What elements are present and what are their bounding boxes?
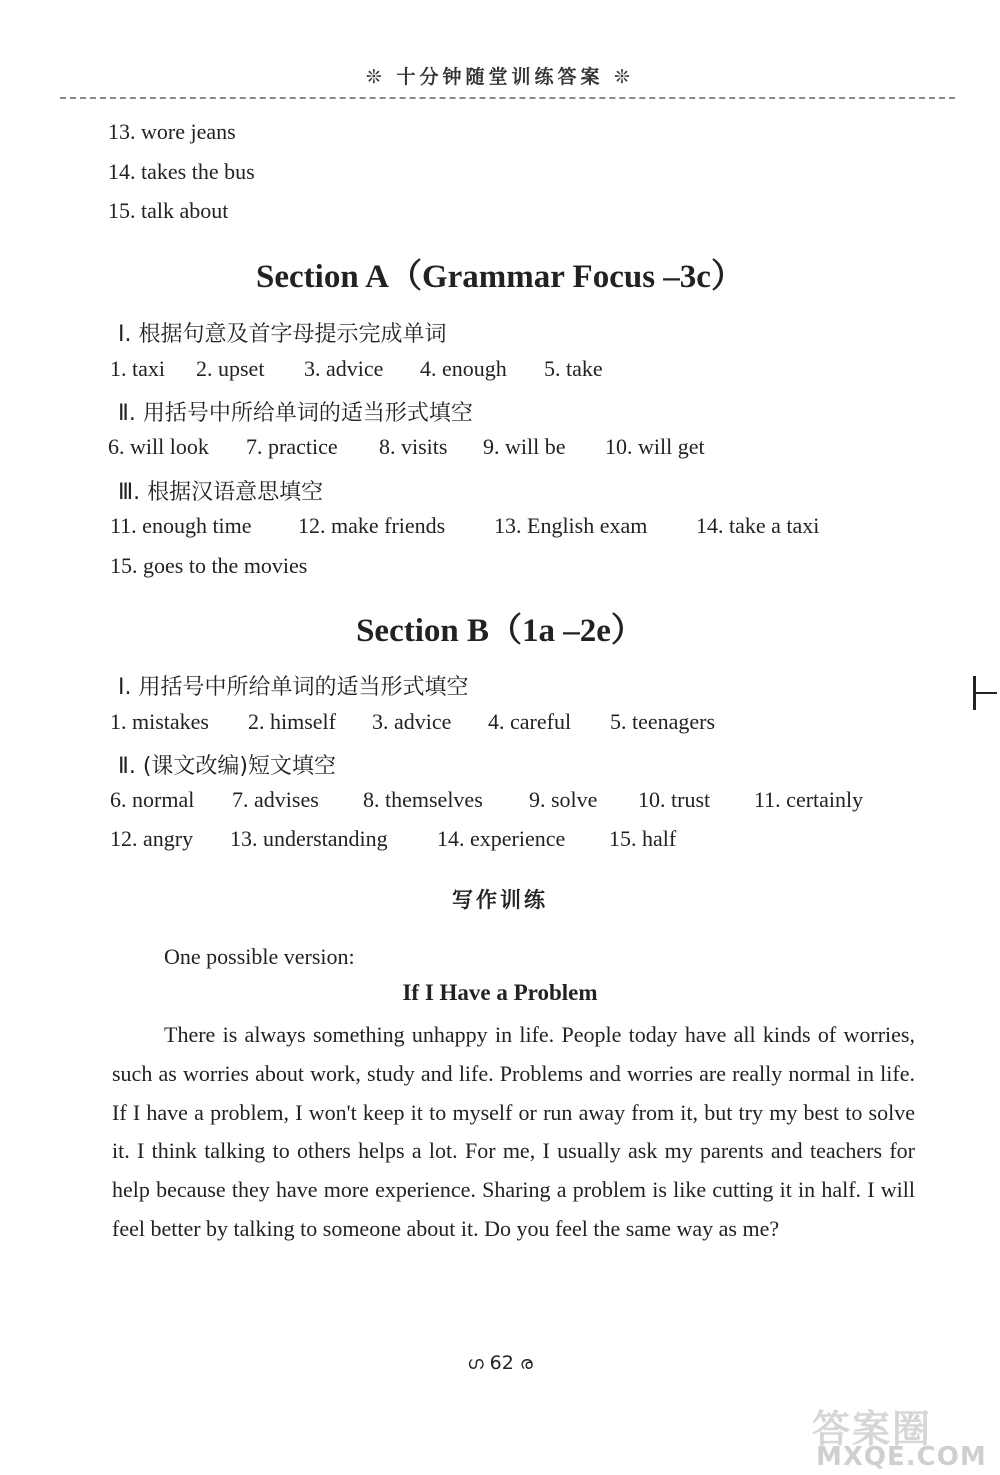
section-b-title: Section B（1a –2e） <box>356 613 644 649</box>
answer-line: 14. takes the bus <box>108 159 255 184</box>
essay-paragraph: There is always something unhappy in life. People today have all kinds of worries, such as worries about work, study and life. Problems and worries are really normal in life. If I have a problem, I won't keep it to myself or run away from it, but try my best to solve it. I think talking to others helps a lot. For me, I usually ask my parents and teachers for help because they have more experience. Sharing a problem is like cutting it in half. I will feel better by talking to someone about it. Do you feel the same way as me? <box>112 1022 915 1241</box>
answer-item: 8. themselves <box>363 787 483 812</box>
section-b-part2-answers-row2 <box>110 826 676 852</box>
answer-item: 9. will be <box>483 434 566 459</box>
answer-item: 12. angry <box>110 826 194 851</box>
answer-item: 6. normal <box>110 787 195 812</box>
answer-item: 7. advises <box>232 787 319 812</box>
watermark-text: 答案圈 <box>812 1407 933 1451</box>
answer-item: 2. himself <box>248 709 336 734</box>
section-b-part1-heading: Ⅰ. 用括号中所给单词的适当形式填空 <box>118 675 469 700</box>
section-a-part3-heading: Ⅲ. 根据汉语意思填空 <box>118 480 324 505</box>
page-number: 62 <box>489 1352 514 1374</box>
watermark-url: MXQE.COM <box>816 1442 987 1472</box>
answer-item: 1. taxi <box>110 356 165 381</box>
answer-item: 4. careful <box>488 709 572 734</box>
answer-item: 11. certainly <box>754 787 864 812</box>
section-a-part3-answers <box>110 513 819 539</box>
section-a-title: Section A（Grammar Focus –3c） <box>256 259 744 295</box>
answer-item: 8. visits <box>379 434 448 459</box>
answer-item: 13. understanding <box>230 826 388 851</box>
section-a-part1-heading: Ⅰ. 根据句意及首字母提示完成单词 <box>118 322 447 347</box>
writing-intro: One possible version: <box>164 944 355 969</box>
answer-item: 7. practice <box>246 434 338 459</box>
answer-item: 5. teenagers <box>610 709 716 734</box>
answer-line: 15. talk about <box>108 198 229 223</box>
answer-item: 15. half <box>609 826 677 851</box>
answer-item: 3. advice <box>372 709 452 734</box>
essay-title: If I Have a Problem <box>402 980 598 1005</box>
answer-item: 5. take <box>544 356 603 381</box>
answer-item: 4. enough <box>420 356 507 381</box>
answer-item: 2. upset <box>196 356 265 381</box>
section-a-part2-heading: Ⅱ. 用括号中所给单词的适当形式填空 <box>118 401 473 426</box>
section-a-part1-answers <box>110 356 603 382</box>
section-a-part2-answers <box>108 434 705 460</box>
answer-line: 15. goes to the movies <box>110 553 308 578</box>
ornament-right-icon: ര <box>519 1353 533 1374</box>
header-divider <box>60 97 955 99</box>
writing-section-title: 写作训练 <box>452 888 548 912</box>
page-footer <box>0 1352 1000 1374</box>
answer-item: 14. experience <box>437 826 566 851</box>
margin-tick-icon <box>973 676 997 710</box>
answer-item: 10. trust <box>638 787 711 812</box>
answer-item: 13. English exam <box>494 513 648 538</box>
answer-item: 14. take a taxi <box>696 513 820 538</box>
answer-item: 3. advice <box>304 356 384 381</box>
answer-item: 6. will look <box>108 434 209 459</box>
answer-item: 10. will get <box>605 434 705 459</box>
answer-item: 9. solve <box>529 787 598 812</box>
watermark-logo <box>812 1398 992 1470</box>
answer-item: 1. mistakes <box>110 709 209 734</box>
section-b-part2-answers <box>110 787 863 813</box>
answer-line: 13. wore jeans <box>108 119 236 144</box>
ornament-left-icon: ഗ <box>467 1353 484 1374</box>
section-b-part2-heading: Ⅱ. (课文改编)短文填空 <box>118 754 336 779</box>
section-b-part1-answers <box>110 709 715 735</box>
running-header: ❊ 十分钟随堂训练答案 ❊ <box>365 66 635 88</box>
answer-item: 12. make friends <box>298 513 446 538</box>
answer-item: 11. enough time <box>110 513 252 538</box>
